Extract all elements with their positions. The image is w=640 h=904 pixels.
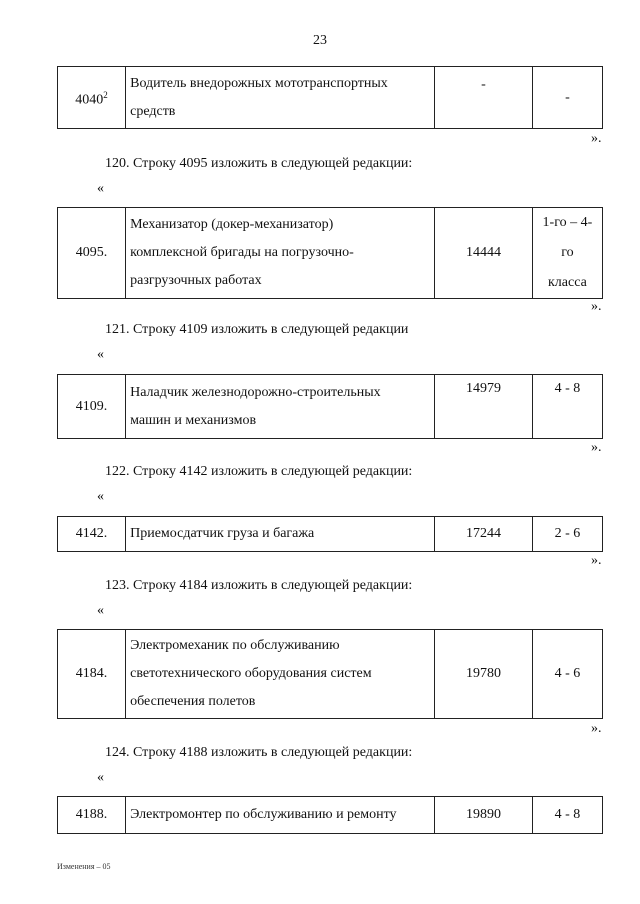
row-number: 4188. bbox=[58, 797, 126, 834]
grade-range: - bbox=[532, 67, 602, 129]
instruction-123: 123. Строку 4184 изложить в следующей редакции: bbox=[105, 578, 413, 593]
open-quote: « bbox=[97, 603, 104, 618]
close-quote: ». bbox=[591, 553, 602, 568]
profession-name: Приемосдатчик груза и багажа bbox=[126, 517, 435, 552]
profession-name: Механизатор (докер-механизатор) комплексной бригады на погрузочно- разгрузочных работах bbox=[126, 208, 435, 299]
row-number: 4184. bbox=[58, 630, 126, 719]
instruction-120: 120. Строку 4095 изложить в следующей редакции: bbox=[105, 156, 413, 171]
profession-name: Наладчик железнодорожно-строительных машин и механизмов bbox=[126, 375, 435, 439]
profession-code: 17244 bbox=[435, 517, 533, 552]
instruction-122: 122. Строку 4142 изложить в следующей редакции: bbox=[105, 464, 413, 479]
profession-name: Электромеханик по обслуживанию светотехнического оборудования систем обеспечения полетов bbox=[126, 630, 435, 719]
grade-range: 2 - 6 bbox=[532, 517, 602, 552]
instruction-124: 124. Строку 4188 изложить в следующей редакции: bbox=[105, 745, 413, 760]
table-row-4142 bbox=[57, 516, 603, 552]
profession-code: 19890 bbox=[435, 797, 533, 834]
open-quote: « bbox=[97, 489, 104, 504]
table-row-4109 bbox=[57, 374, 603, 439]
row-number: 4095. bbox=[58, 208, 126, 299]
footer-note: Изменения – 05 bbox=[57, 862, 111, 871]
open-quote: « bbox=[97, 181, 104, 196]
close-quote: ». bbox=[591, 131, 602, 146]
grade-range: 4 - 8 bbox=[532, 797, 602, 834]
table-row-4095 bbox=[57, 207, 603, 299]
close-quote: ». bbox=[591, 440, 602, 455]
profession-name: Электромонтер по обслуживанию и ремонту bbox=[126, 797, 435, 834]
profession-code: 14444 bbox=[435, 208, 533, 299]
table-row-4188 bbox=[57, 796, 603, 834]
open-quote: « bbox=[97, 347, 104, 362]
table-row-4184 bbox=[57, 629, 603, 719]
row-number: 4040$^2$ bbox=[58, 67, 126, 129]
row-number: 4142. bbox=[58, 517, 126, 552]
close-quote: ». bbox=[591, 299, 602, 314]
profession-code: 14979 bbox=[435, 375, 533, 439]
close-quote: ». bbox=[591, 721, 602, 736]
row-number: 4109. bbox=[58, 375, 126, 439]
table-row-4040 bbox=[57, 66, 603, 129]
profession-name: Водитель внедорожных мототранспортных средств bbox=[126, 67, 435, 129]
grade-range: 4 - 6 bbox=[532, 630, 602, 719]
page-number: 23 bbox=[313, 33, 327, 48]
profession-code: - bbox=[435, 67, 533, 129]
open-quote: « bbox=[97, 770, 104, 785]
grade-range: 1-го – 4-го класса bbox=[532, 208, 602, 299]
instruction-121: 121. Строку 4109 изложить в следующей редакции bbox=[105, 322, 409, 337]
profession-code: 19780 bbox=[435, 630, 533, 719]
grade-range: 4 - 8 bbox=[532, 375, 602, 439]
